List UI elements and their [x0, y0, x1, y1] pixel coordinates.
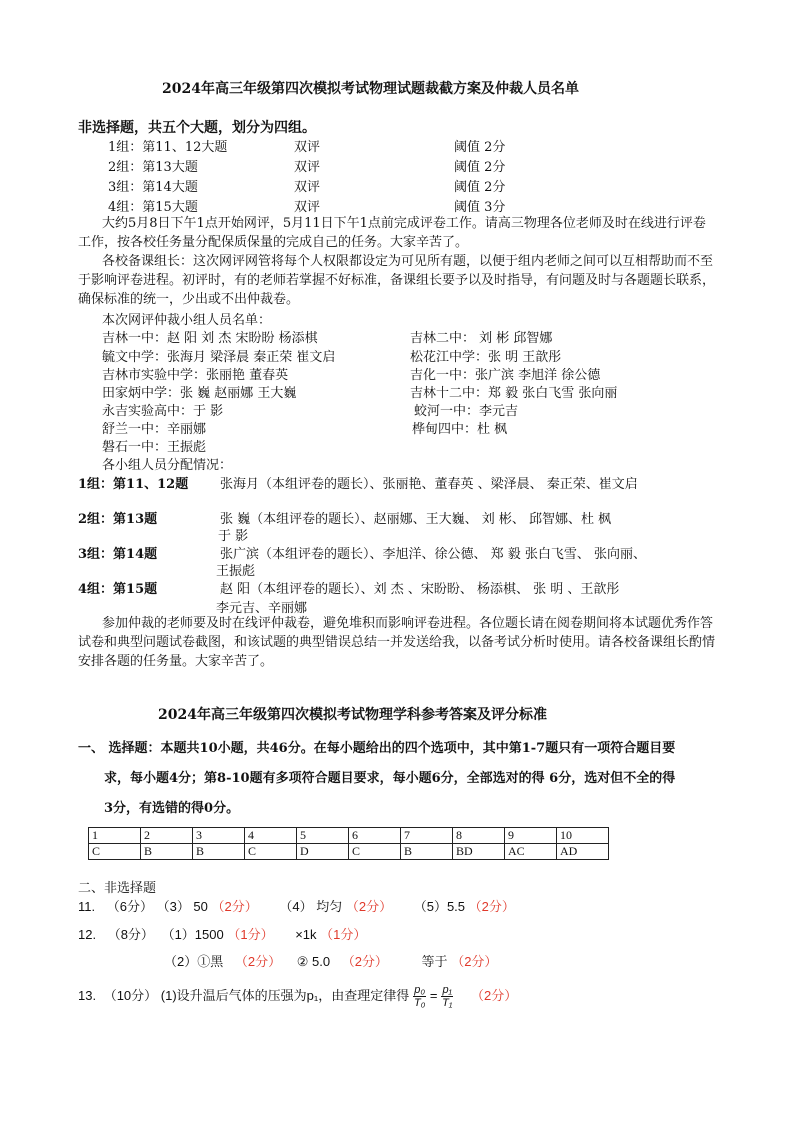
distribution-heading: 各小组人员分配情况：: [102, 458, 233, 473]
answer-number-cell: 8: [453, 828, 505, 844]
fraction-denominator: T₁: [442, 997, 453, 1009]
school-entry: 桦甸四中：杜 枫: [412, 422, 508, 437]
q11-part4-score: （2分）: [345, 899, 393, 914]
equals-sign: =: [429, 987, 438, 1003]
q12-part2-score: （2分）: [234, 954, 282, 969]
q12-answer-line2: [164, 951, 497, 970]
q12-part2c-score: （2分）: [451, 954, 498, 969]
charles-law-left-fraction: [413, 984, 426, 1009]
answer-number-cell: 3: [193, 828, 245, 844]
answer-number-cell: 4: [245, 828, 297, 844]
school-entry: 蛟河一中：李元吉: [414, 404, 519, 419]
group-threshold: 阈值 3分: [454, 200, 506, 215]
answer-key-cell: C: [89, 844, 141, 860]
answer-number-row: [89, 828, 609, 844]
group-name: 2组：第13大题: [108, 160, 198, 175]
q11-number: 11.: [78, 899, 96, 914]
section1-line: 求，每小题4分；第8-10题有多项符合题目要求，每小题6分，全部选对的得 6分，选对但不全的得: [104, 771, 676, 786]
school-entry: 田家炳中学：张 巍 赵丽娜 王大巍: [102, 386, 297, 401]
section1-line: 3分，有选错的得0分。: [104, 801, 240, 816]
answer-key-cell: D: [297, 844, 349, 860]
answer-key-cell: B: [193, 844, 245, 860]
answer-number-cell: 1: [89, 828, 141, 844]
school-entry: 磐石一中：王振彪: [102, 440, 207, 455]
q13-part1-score: （2分）: [470, 987, 518, 1003]
school-entry: 永吉实验高中：于 影: [102, 404, 224, 419]
answer-key-cell: AC: [505, 844, 557, 860]
q12-number: 12.: [78, 927, 97, 942]
q12-score: （8分）: [107, 927, 154, 942]
q11-part5: （5）5.5: [413, 899, 466, 914]
distribution-label: 3组：第14题: [78, 547, 158, 562]
doc1-intro: 非选择题，共五个大题，划分为四组。: [78, 120, 316, 136]
group-mode: 双评: [294, 180, 321, 195]
distribution-members: 张 巍（本组评卷的题长）、赵丽娜、王大巍、 刘 彬、 邱智娜、杜 枫: [220, 512, 612, 527]
answer-number-cell: 5: [297, 828, 349, 844]
group-name: 3组：第14大题: [108, 180, 198, 195]
answer-number-cell: 6: [349, 828, 401, 844]
q12-part1b: ×1k: [295, 927, 317, 942]
doc1-paragraph-instructions: 各校备课组长：这次网评网管将每个人权限都设定为可见所有题，以便于组内老师之间可以互相帮助而不至于影响评卷进程。初评时，有的老师若掌握不好标准，备课组长要予以及时指导，有问题及时与各题题长联系，确保标准的统一，少出或不出仲裁卷。: [78, 254, 716, 307]
distribution-members: 张海月（本组评卷的题长）、张丽艳、董春英 、梁泽晨、 秦正荣、崔文启: [220, 477, 638, 492]
school-entry: 毓文中学：张海月 梁泽晨 秦正荣 崔文启: [102, 350, 336, 365]
fraction-denominator: T₀: [413, 997, 426, 1009]
q11-score: （6分）: [106, 899, 153, 914]
fraction-numerator: p₀: [414, 984, 425, 996]
distribution-label: 1组：第11、12题: [78, 477, 189, 492]
q11-part5-score: （2分）: [468, 899, 515, 914]
school-entry: 吉化一中：张广滨 李旭洋 徐公德: [410, 368, 601, 383]
q13-score: （10分）: [103, 987, 158, 1003]
answer-number-cell: 10: [557, 828, 609, 844]
q12-part1-score: （1分）: [227, 927, 274, 942]
answer-number-cell: 9: [505, 828, 557, 844]
charles-law-right-fraction: [441, 984, 453, 1009]
doc1-paragraph-schedule: 大约5月8日下午1点开始网评，5月11日下午1点前完成评卷工作。请高三物理各位老师及时在线进行评卷工作，按各校任务量分配保质保量的完成自己的任务。大家辛苦了。: [78, 216, 706, 250]
q12-part1b-score: （1分）: [320, 927, 367, 942]
distribution-members: 赵 阳（本组评卷的题长）、刘 杰 、宋盼盼、 杨添棋、 张 明 、王歆彤: [220, 582, 620, 597]
q11-answer: [78, 896, 515, 915]
q11-part4: （4） 均匀: [279, 899, 343, 914]
answer-key-row: [89, 844, 609, 860]
answer-key-cell: B: [401, 844, 453, 860]
school-entry: 吉林市实验中学：张丽艳 董春英: [102, 368, 289, 383]
q11-part3-score: （2分）: [211, 899, 258, 914]
group-threshold: 阈值 2分: [454, 140, 506, 155]
group-mode: 双评: [294, 200, 321, 215]
q12-part2b: ② 5.0: [296, 954, 331, 969]
school-entry: 舒兰一中：辛丽娜: [102, 422, 207, 437]
distribution-members: 张广滨（本组评卷的题长）、李旭洋、徐公德、 郑 毅 张白飞雪、 张向丽、: [220, 547, 647, 562]
q11-part3: （3） 50: [156, 899, 208, 914]
school-entry: 吉林十二中：郑 毅 张白飞雪 张向丽: [410, 386, 618, 401]
section1-line: 一、 选择题：本题共10小题，共46分。在每小题给出的四个选项中，其中第1-7题只有一项符合题目要: [78, 741, 676, 756]
q12-part1: （1）1500: [161, 927, 224, 942]
answer-key-cell: AD: [557, 844, 609, 860]
q13-number: 13.: [78, 987, 97, 1003]
doc1-paragraph-closing: 参加仲裁的老师要及时在线评仲裁卷，避免堆积而影响评卷进程。各位题长请在阅卷期间将本试题优秀作答试卷和典型问题试卷截图，和该试题的典型错误总结一并发送给我，以备考试分析时使用。请各校备课组长酌情安排各题的任务量。大家辛苦了。: [78, 616, 716, 669]
school-entry: 吉林二中： 刘 彬 邱智娜: [410, 331, 553, 346]
answer-number-cell: 2: [141, 828, 193, 844]
answer-key-cell: B: [141, 844, 193, 860]
school-entry: 松花江中学：张 明 王歆彤: [410, 350, 562, 365]
distribution-label: 2组：第13题: [78, 512, 158, 527]
group-mode: 双评: [294, 160, 321, 175]
distribution-members-cont: 于 影: [218, 529, 249, 544]
group-mode: 双评: [294, 140, 321, 155]
q13-text: (1)设升温后气体的压强为p₁，由查理定律得: [160, 987, 410, 1003]
q12-part2c: 等于: [421, 954, 448, 969]
distribution-label: 4组：第15题: [78, 582, 158, 597]
doc1-title: 2024年高三年级第四次模拟考试物理试题裁截方案及仲裁人员名单: [162, 81, 579, 97]
section2-heading: 二、非选择题: [78, 881, 157, 896]
answer-key-cell: C: [245, 844, 297, 860]
q13-answer: [78, 984, 517, 1009]
q12-part2: （2）①黑: [164, 954, 224, 969]
answer-table: [88, 827, 609, 860]
group-threshold: 阈值 2分: [454, 160, 506, 175]
group-threshold: 阈值 2分: [454, 180, 506, 195]
doc2-title: 2024年高三年级第四次模拟考试物理学科参考答案及评分标准: [158, 707, 547, 723]
answer-number-cell: 7: [401, 828, 453, 844]
q12-answer-line1: [78, 924, 366, 943]
arbitration-list-heading: 本次网评仲裁小组人员名单：: [102, 313, 272, 328]
distribution-members-cont: 王振彪: [216, 564, 256, 579]
q12-part2b-score: （2分）: [341, 954, 388, 969]
answer-key-cell: C: [349, 844, 401, 860]
distribution-members-cont: 李元吉、辛丽娜: [216, 601, 308, 616]
group-name: 4组：第15大题: [108, 200, 198, 215]
school-entry: 吉林一中：赵 阳 刘 杰 宋盼盼 杨添棋: [102, 331, 318, 346]
fraction-numerator: p₁: [442, 984, 453, 996]
answer-key-cell: BD: [453, 844, 505, 860]
group-name: 1组：第11、12大题: [108, 140, 228, 155]
